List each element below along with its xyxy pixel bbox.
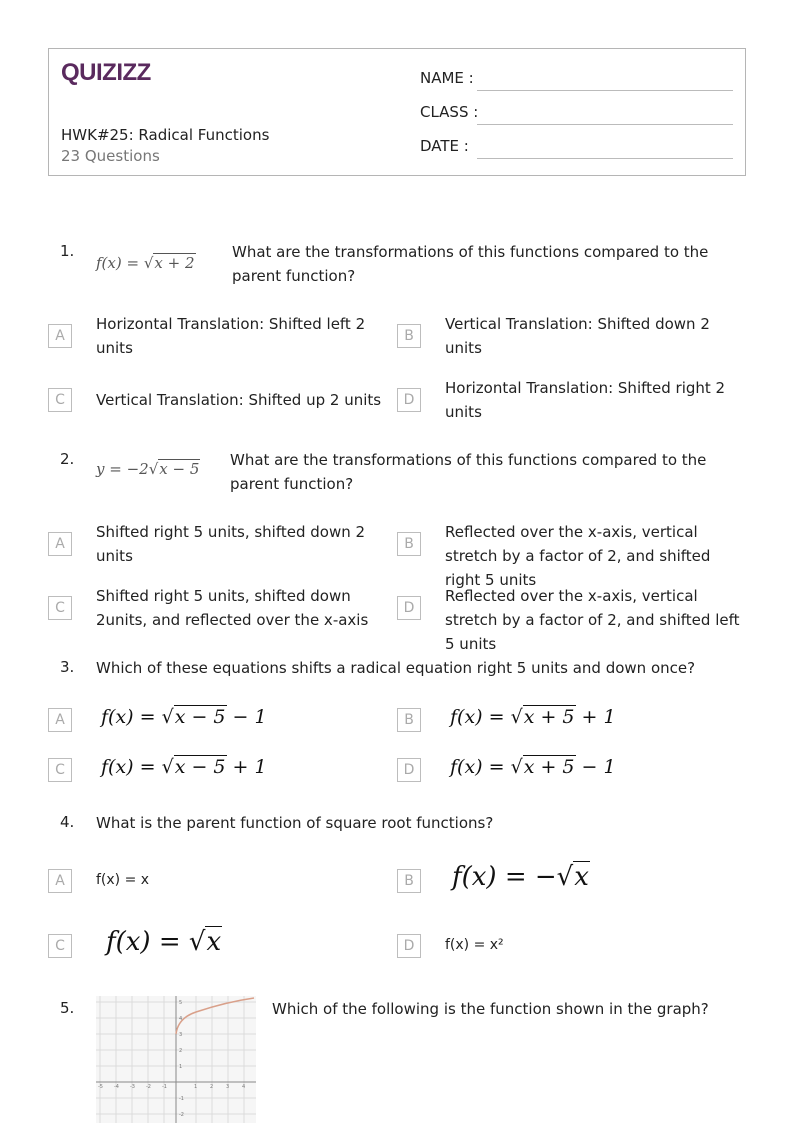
svg-text:-1: -1 [162, 1084, 167, 1090]
svg-text:1: 1 [179, 1064, 183, 1070]
question-text: Which of these equations shifts a radical equation right 5 units and down once? [96, 659, 696, 677]
question-text: What are the transformations of this functions compared to the parent function? [230, 451, 707, 493]
question-math [96, 460, 200, 478]
eq-radicand: x [574, 862, 589, 892]
svg-text:2: 2 [179, 1048, 183, 1054]
option-letter[interactable]: B [397, 869, 421, 893]
option-letter[interactable]: A [48, 532, 72, 556]
option-equation[interactable] [101, 706, 267, 728]
option-text[interactable]: Reflected over the x-axis, vertical stretch by a factor of 2, and shifted left 5 units [445, 587, 740, 653]
option-equation[interactable] [101, 756, 267, 778]
eq-radicand: x − 5 [174, 706, 226, 728]
question-number: 4. [60, 813, 75, 831]
eq-prefix: f(x) = √ [450, 756, 523, 778]
graph-svg [96, 996, 256, 1123]
eq-radicand: x − 5 [174, 756, 226, 778]
option-equation[interactable] [106, 927, 222, 957]
svg-text:5: 5 [179, 1000, 183, 1006]
svg-text:-4: -4 [114, 1084, 119, 1090]
class-label: CLASS : [420, 103, 479, 121]
math-radicand: x + 2 [154, 254, 195, 272]
option-letter[interactable]: D [397, 758, 421, 782]
math-radicand: x − 5 [159, 460, 200, 478]
option-text[interactable]: Shifted right 5 units, shifted down 2units, and reflected over the x-axis [96, 587, 369, 629]
eq-prefix: f(x) = √ [101, 706, 174, 728]
question-number: 3. [60, 658, 75, 676]
eq-prefix: f(x) = −√ [452, 862, 574, 892]
option-letter[interactable]: A [48, 324, 72, 348]
svg-text:-2: -2 [179, 1112, 184, 1118]
svg-text:-2: -2 [146, 1084, 151, 1090]
question-math [96, 254, 196, 272]
option-text[interactable]: f(x) = x² [445, 937, 504, 953]
name-label: NAME : [420, 69, 474, 87]
option-equation[interactable] [450, 756, 616, 778]
function-curve [176, 998, 254, 1034]
option-letter[interactable]: D [397, 388, 421, 412]
svg-text:-3: -3 [130, 1084, 135, 1090]
eq-radicand: x + 5 [523, 706, 575, 728]
eq-prefix: f(x) = √ [106, 927, 206, 957]
question-text: Which of the following is the function shown in the graph? [272, 1000, 709, 1018]
quizizz-logo: QUIZIZZ [61, 59, 151, 86]
option-text[interactable]: Vertical Translation: Shifted up 2 units [96, 391, 382, 409]
svg-text:-1: -1 [179, 1096, 184, 1102]
option-text[interactable]: Horizontal Translation: Shifted left 2 units [96, 315, 366, 357]
name-line[interactable] [477, 90, 733, 91]
svg-text:1: 1 [194, 1084, 198, 1090]
worksheet-header [48, 48, 746, 176]
option-equation[interactable] [452, 862, 590, 892]
option-letter[interactable]: D [397, 596, 421, 620]
eq-suffix: − 1 [226, 706, 267, 728]
svg-text:4: 4 [242, 1084, 246, 1090]
svg-text:2: 2 [210, 1084, 214, 1090]
date-label: DATE : [420, 137, 469, 155]
eq-suffix: + 1 [575, 706, 616, 728]
option-letter[interactable]: C [48, 758, 72, 782]
eq-prefix: f(x) = √ [450, 706, 523, 728]
eq-radicand: x + 5 [523, 756, 575, 778]
question-text: What are the transformations of this functions compared to the parent function? [232, 243, 709, 285]
option-text[interactable]: Shifted right 5 units, shifted down 2 units [96, 523, 366, 565]
option-letter[interactable]: C [48, 596, 72, 620]
eq-suffix: − 1 [575, 756, 616, 778]
option-text[interactable]: Reflected over the x-axis, vertical stretch by a factor of 2, and shifted right 5 units [445, 523, 711, 589]
option-letter[interactable]: A [48, 708, 72, 732]
question-number: 1. [60, 242, 75, 260]
svg-text:3: 3 [179, 1032, 183, 1038]
eq-prefix: f(x) = √ [101, 756, 174, 778]
name-field[interactable] [420, 69, 733, 89]
option-equation[interactable] [450, 706, 616, 728]
option-letter[interactable]: B [397, 708, 421, 732]
function-graph [96, 996, 256, 1123]
math-prefix: y = −2√ [96, 460, 159, 478]
eq-radicand: x [206, 927, 222, 957]
class-field[interactable] [420, 103, 733, 123]
date-field[interactable] [420, 137, 733, 157]
option-text[interactable]: f(x) = x [96, 872, 150, 888]
option-letter[interactable]: C [48, 934, 72, 958]
math-prefix: f(x) = √ [96, 254, 154, 272]
svg-text:-5: -5 [98, 1084, 103, 1090]
option-text[interactable]: Horizontal Translation: Shifted right 2 units [445, 379, 726, 421]
option-text[interactable]: Vertical Translation: Shifted down 2 units [445, 315, 710, 357]
question-number: 5. [60, 999, 75, 1017]
option-letter[interactable]: A [48, 869, 72, 893]
eq-suffix: + 1 [226, 756, 267, 778]
option-letter[interactable]: C [48, 388, 72, 412]
question-count: 23 Questions [61, 147, 160, 165]
date-line[interactable] [477, 158, 733, 159]
svg-text:3: 3 [226, 1084, 230, 1090]
option-letter[interactable]: B [397, 324, 421, 348]
option-letter[interactable]: B [397, 532, 421, 556]
question-number: 2. [60, 450, 75, 468]
class-line[interactable] [477, 124, 733, 125]
worksheet-title: HWK#25: Radical Functions [61, 126, 270, 144]
question-text: What is the parent function of square root functions? [96, 814, 494, 832]
option-letter[interactable]: D [397, 934, 421, 958]
svg-text:4: 4 [179, 1016, 183, 1022]
